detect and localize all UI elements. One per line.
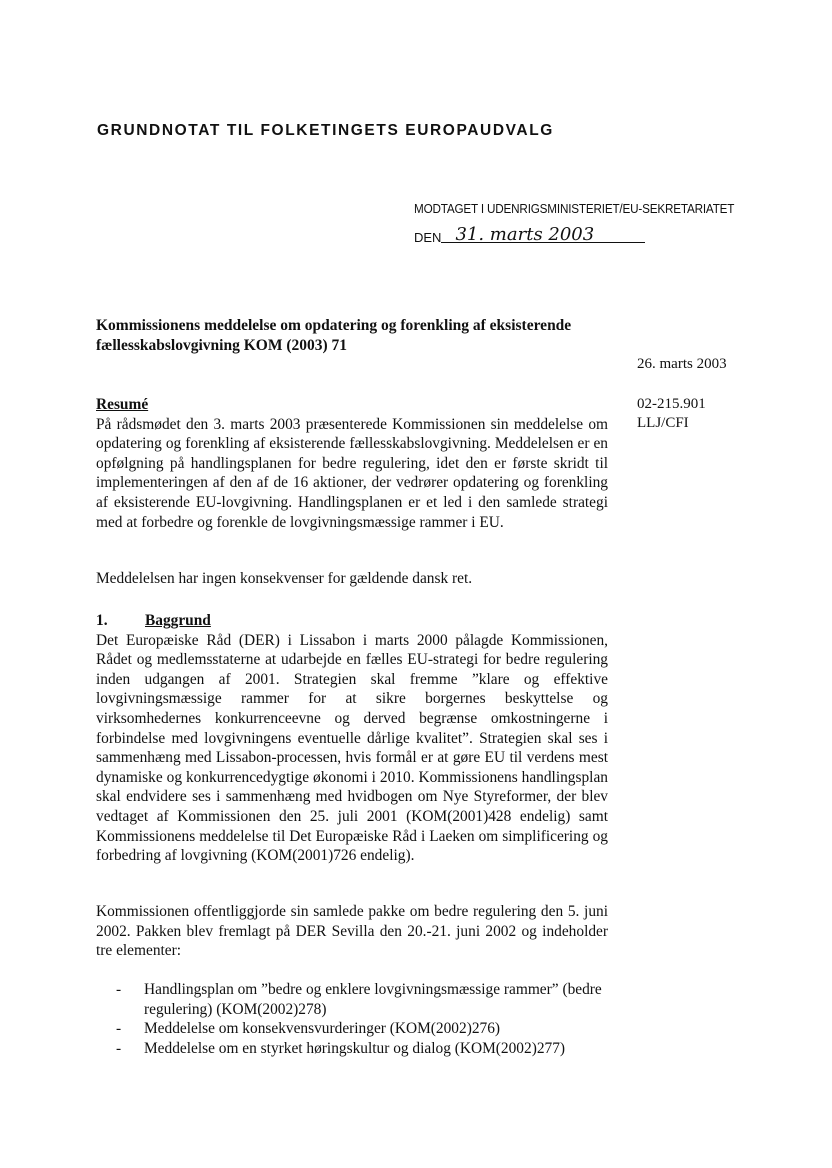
- author-initials: LLJ/CFI: [637, 415, 689, 431]
- document-date: 26. marts 2003: [637, 356, 727, 372]
- section-paragraph-2: Kommissionen offentliggjorde sin samlede pakke om bedre regulering den 5. juni 2002. Pakken blev fremlagt på DER Sevilla den 20.-21. juni 2002 og indeholder tre elementer:: [96, 903, 608, 960]
- list-item: - Handlingsplan om ”bedre og enklere lovgivningsmæssige rammer” (bedre regulering) (KOM(2002)278): [116, 981, 602, 1018]
- resume-conclusion: Meddelelsen har ingen konsekvenser for gældende dansk ret.: [96, 570, 473, 587]
- section-baggrund: [96, 611, 608, 866]
- list-item: - Meddelelse om en styrket høringskultur og dialog (KOM(2002)277): [116, 1039, 566, 1057]
- bullet-dash: -: [116, 1039, 122, 1057]
- resume-paragraph: På rådsmødet den 3. marts 2003 præsenterede Kommissionen sin meddelelse om opdatering og forenkling af eksisterende fællesskabslovgivning. Meddelelsen er en opfølgning på handlingsplanen for bedre regulering, idet den er første skridt til implementeringen af den af de 16 aktioner, der vedrører opdatering og forenkling af eksisterende EU-lovgivning. Handlingsplanen er et led i den samlede strategi med at forbedre og forenkle de lovgivningsmæssige rammer i EU.: [96, 415, 608, 531]
- resume-section: [96, 395, 608, 532]
- section-paragraph-1: Det Europæiske Råd (DER) i Lissabon i marts 2000 pålagde Kommissionen, Rådet og medlemsstaterne at udarbejde en fælles EU-strategi for bedre regulering inden udgangen af 2001. Strategien skal fremme ”klare og effektive lovgivningsmæssige rammer for at sikre borgernes beskyttelse og virksomhedernes konkurrenceevne og derved begrænse omkostningerne i forbindelse med lovgivningens eventuelle dårlige kvalitet”. Strategien skal ses i sammenhæng med Lissabon-processen, hvis formål er at gøre EU til verdens mest dynamiske og konkurrencedygtige økonomi i 2010. Kommissionens handlingsplan skal endvidere ses i sammenhæng med hvidbogen om Nye Styreformer, der blev vedtaget af Kommissionen den 25. juli 2001 (KOM(2001)428 endelig) samt Kommissionens meddelelse til Det Europæiske Råd i Laeken om simplificering og forbedring af lovgivning (KOM(2001)726 endelig).: [96, 631, 608, 865]
- list-item: - Meddelelse om konsekvensvurderinger (KOM(2002)276): [116, 1020, 501, 1038]
- resume-heading: Resumé: [96, 396, 149, 413]
- document-header: GRUNDNOTAT TIL FOLKETINGETS EUROPAUDVALG: [97, 122, 554, 139]
- elements-list: [116, 980, 616, 1058]
- bullet-dash: -: [116, 1020, 122, 1038]
- section-number: 1.: [96, 612, 108, 629]
- section-heading: Baggrund: [145, 612, 211, 629]
- received-stamp-date-line: [414, 224, 645, 245]
- stamp-den-label: DEN: [414, 230, 442, 245]
- received-stamp-text: MODTAGET I UDENRIGSMINISTERIET/EU-SEKRETARIATET: [414, 201, 735, 216]
- document-title: Kommissionens meddelelse om opdatering og forenkling af eksisterende fællesskabslovgivning KOM (2003) 71: [96, 317, 572, 354]
- section-heading-row: [96, 611, 608, 631]
- journal-number: 02-215.901: [637, 396, 706, 412]
- handwritten-date: 31. marts 2003: [441, 228, 645, 243]
- bullet-dash: -: [116, 981, 122, 998]
